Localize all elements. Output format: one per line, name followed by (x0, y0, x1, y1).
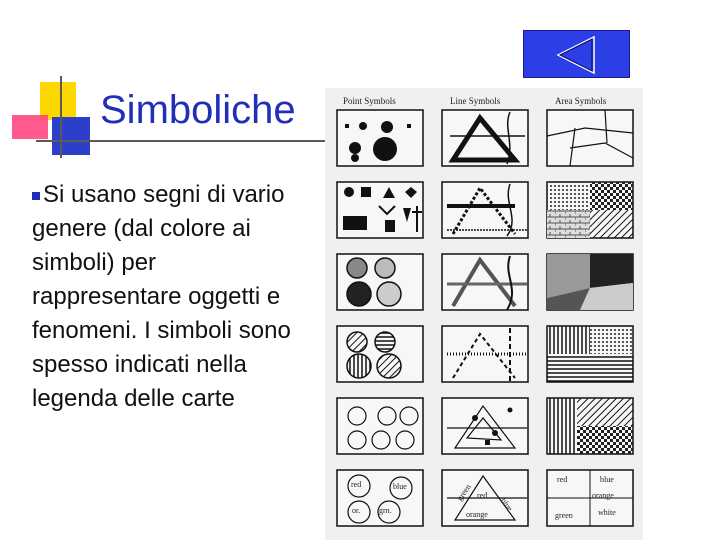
area-label-white: white (598, 508, 616, 517)
decor-pink-square (12, 115, 48, 139)
bullet-icon (32, 192, 40, 200)
bullet-text-block (32, 178, 302, 416)
area-label-red: red (557, 475, 568, 484)
slide-title: Simboliche (100, 88, 296, 132)
symbols-legend-figure (325, 88, 643, 540)
line-label-green: green (455, 482, 473, 503)
area-label-green: green (555, 511, 573, 520)
line-label-red: red (477, 491, 488, 500)
header-point-symbols: Point Symbols (343, 96, 396, 106)
point-label-grn: grn. (379, 506, 392, 515)
back-button[interactable] (523, 30, 630, 78)
area-label-orange: orange (592, 491, 614, 500)
decor-vertical-line (60, 76, 62, 158)
header-line-symbols: Line Symbols (450, 96, 501, 106)
line-label-orange: orange (466, 510, 488, 519)
point-label-or: or. (352, 506, 361, 515)
point-label-red: red (351, 480, 362, 489)
bullet-text: Si usano segni di vario genere (dal colore ai simboli) per rappresentare oggetti e fenomeni. I simboli sono spesso indicati nella legenda delle carte (32, 181, 291, 412)
point-label-blue: blue (393, 482, 407, 491)
back-triangle-icon (524, 31, 631, 79)
decor-blue-square (52, 117, 90, 155)
symbols-legend-drawing (325, 88, 643, 540)
header-area-symbols: Area Symbols (555, 96, 607, 106)
line-label-blue: blue (499, 496, 515, 513)
area-label-blue: blue (600, 475, 614, 484)
title-underline (36, 140, 336, 142)
